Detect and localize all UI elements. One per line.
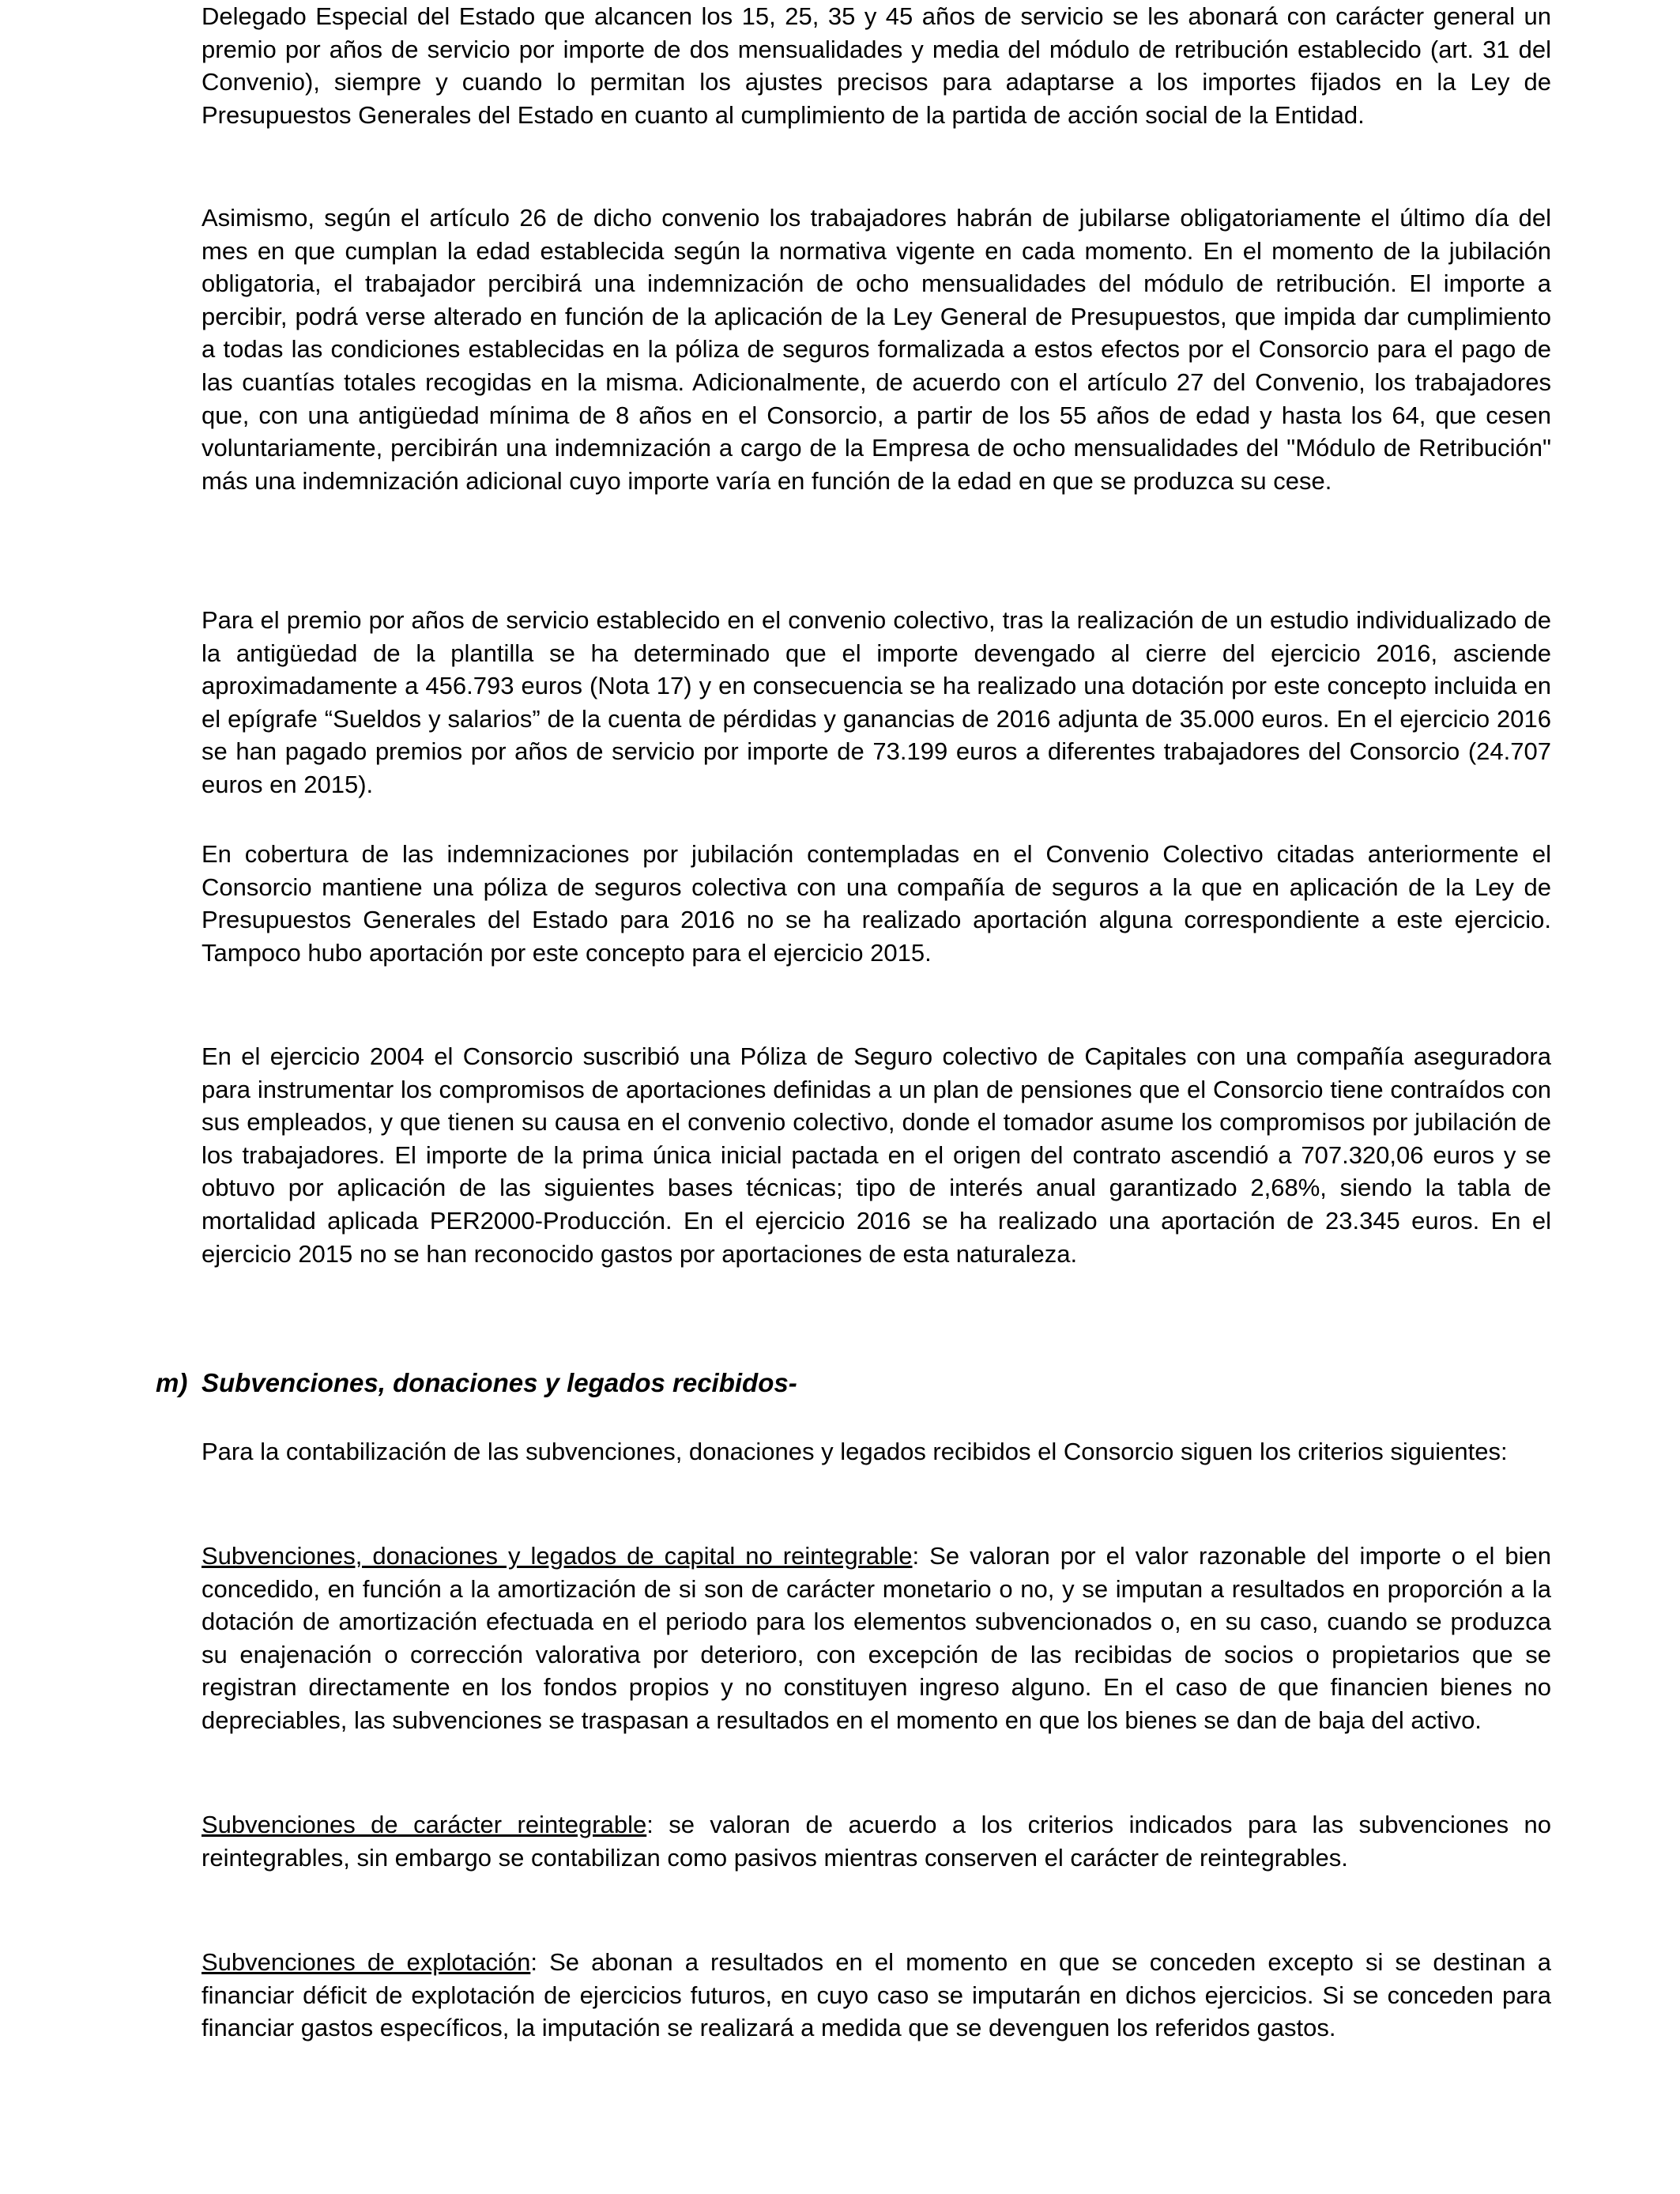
paragraph-jubilacion: Asimismo, según el artículo 26 de dicho convenio los trabajadores habrán de jubilarse obligatoriamente el último día del mes en que cumplan la edad establecida según la normativa vigente en cada momento. En el momento de la jubilación obligatoria, el trabajador percibirá una indemnización de ocho mensualidades del módulo de retribución. El importe a percibir, podrá verse alterado en función de la aplicación de la Ley General de Presupuestos, que impida dar cumplimiento a todas las condiciones establecidas en la póliza de seguros formalizada a estos efectos por el Consorcio para el pago de las cuantías totales recogidas en la misma. Adicionalmente, de acuerdo con el artículo 27 del Convenio, los trabajadores que, con una antigüedad mínima de 8 años en el Consorcio, a partir de los 55 años de edad y hasta los 64, que cesen voluntariamente, percibirán una indemnización a cargo de la Empresa de ocho mensualidades del "Módulo de Retribución" más una indemnización adicional cuyo importe varía en función de la edad en que se produzca su cese. xyxy=(202,204,1551,495)
section-m-title: Subvenciones, donaciones y legados recibidos- xyxy=(202,1368,797,1397)
paragraph-poliza-seguros: En cobertura de las indemnizaciones por jubilación contempladas en el Convenio Colectivo citadas anteriormente el Consorcio mantiene una póliza de seguros colectiva con una compañía de seguros a la que en aplicación de la Ley de Presupuestos Generales del Estado para 2016 no se ha realizado aportación alguna correspondiente a este ejercicio. Tampoco hubo aportación por este concepto para el ejercicio 2015. xyxy=(202,840,1551,967)
subvencion-reintegrable-text: : se valoran de acuerdo a los criterios indicados para las subvenciones no reintegrables, sin embargo se contabilizan como pasivos mientras conserven el carácter de reintegrables. xyxy=(202,1811,1551,1872)
subvencion-no-reintegrable xyxy=(202,1540,1551,1737)
paragraph-premio-servicio: Delegado Especial del Estado que alcancen los 15, 25, 35 y 45 años de servicio se les abonará con carácter general un premio por años de servicio por importe de dos mensualidades y media del módulo de retribución establecido (art. 31 del Convenio), siempre y cuando lo permitan los ajustes precisos para adaptarse a los importes fijados en la Ley de Presupuestos Generales del Estado en cuanto al cumplimiento de la partida de acción social de la Entidad. xyxy=(202,2,1551,129)
subvencion-explotacion-term: Subvenciones de explotación xyxy=(202,1948,531,1976)
subvencion-no-reintegrable-term: Subvenciones, donaciones y legados de capital no reintegrable xyxy=(202,1542,913,1570)
subvencion-no-reintegrable-text: : Se valoran por el valor razonable del importe o el bien concedido, en función a la amortización de si son de carácter monetario o no, y se imputan a resultados en proporción a la dotación de amortización efectuada en el periodo para los elementos subvencionados o, en su caso, cuando se produzca su enajenación o corrección valorativa por deterioro, con excepción de las recibidas de socios o propietarios que se registran directamente en los fondos propios y no constituyen ingreso alguno. En el caso de que financien bienes no depreciables, las subvenciones se traspasan a resultados en el momento en que los bienes se dan de baja del activo. xyxy=(202,1542,1551,1734)
section-m-heading xyxy=(156,1367,1551,1400)
subvencion-reintegrable xyxy=(202,1808,1551,1874)
subvencion-explotacion-text: : Se abonan a resultados en el momento en que se conceden excepto si se destinan a financiar déficit de explotación de ejercicios futuros, en cuyo caso se imputarán en dichos ejercicios. Si se conceden para financiar gastos específicos, la imputación se realizará a medida que se devenguen los referidos gastos. xyxy=(202,1948,1551,2042)
subvencion-explotacion xyxy=(202,1946,1551,2045)
section-m-label: m) xyxy=(156,1368,188,1397)
paragraph-poliza-2004: En el ejercicio 2004 el Consorcio suscribió una Póliza de Seguro colectivo de Capitales con una compañía aseguradora para instrumentar los compromisos de aportaciones definidas a un plan de pensiones que el Consorcio tiene contraídos con sus empleados, y que tienen su causa en el convenio colectivo, donde el tomador asume los compromisos por jubilación de los trabajadores. El importe de la prima única inicial pactada en el origen del contrato ascendió a 707.320,06 euros y se obtuvo por aplicación de las siguientes bases técnicas; tipo de interés anual garantizado 2,68%, siendo la tabla de mortalidad aplicada PER2000-Producción. En el ejercicio 2016 se ha realizado una aportación de 23.345 euros. En el ejercicio 2015 no se han reconocido gastos por aportaciones de esta naturaleza. xyxy=(202,1042,1551,1268)
subvencion-reintegrable-term: Subvenciones de carácter reintegrable xyxy=(202,1811,647,1838)
section-m-intro: Para la contabilización de las subvenciones, donaciones y legados recibidos el Consorcio siguen los criterios siguientes: xyxy=(202,1438,1508,1465)
paragraph-premio-importe: Para el premio por años de servicio establecido en el convenio colectivo, tras la realización de un estudio individualizado de la antigüedad de la plantilla se ha determinado que el importe devengado al cierre del ejercicio 2016, asciende aproximadamente a 456.793 euros (Nota 17) y en consecuencia se ha realizado una dotación por este concepto incluida en el epígrafe “Sueldos y salarios” de la cuenta de pérdidas y ganancias de 2016 adjunta de 35.000 euros. En el ejercicio 2016 se han pagado premios por años de servicio por importe de 73.199 euros a diferentes trabajadores del Consorcio (24.707 euros en 2015). xyxy=(202,606,1551,798)
